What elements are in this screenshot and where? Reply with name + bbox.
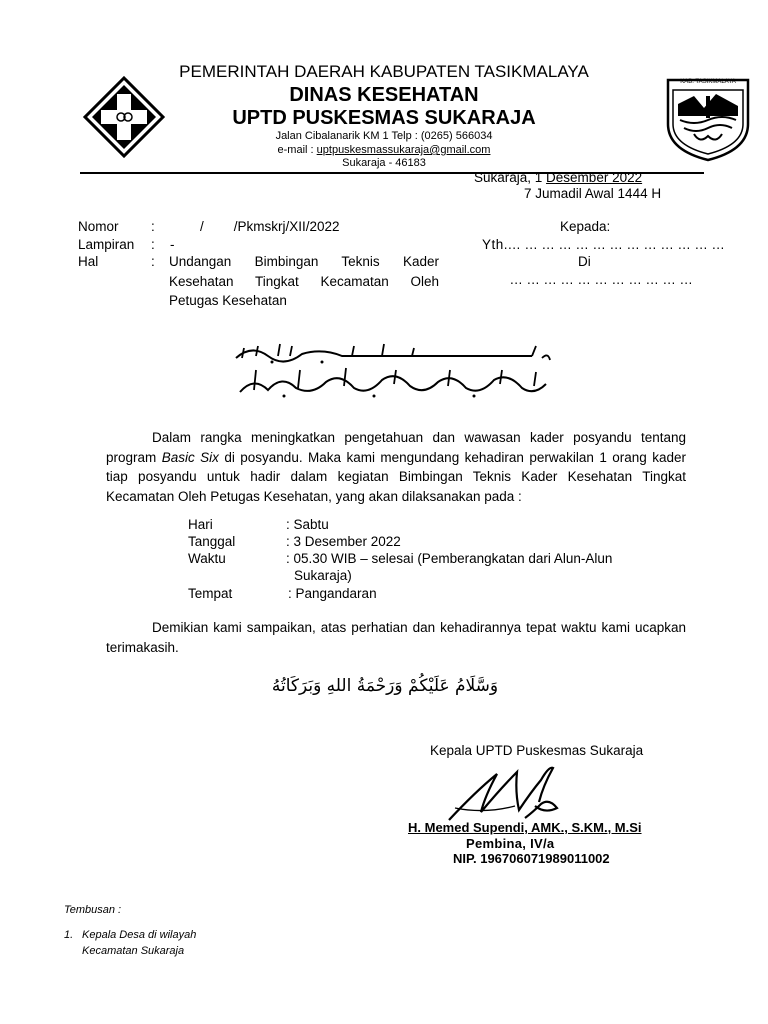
recipient-kepada: Kepada: [560, 219, 611, 234]
lampiran-colon: : [151, 237, 155, 252]
lampiran-value: - [170, 237, 175, 252]
unit-name: UPTD PUSKESMAS SUKARAJA [232, 107, 536, 129]
hal-colon: : [151, 254, 155, 269]
para1-part-b: di posyandu. Maka kami mengundang kehadiran perwakilan 1 orang kader tiap posyandu untuk hadir dalam kegiatan Bimbingan Teknis Kader Kesehatan Tingkat Kecamatan Oleh Petugas Kesehatan, yang akan dilaksanakan pada : [106, 449, 686, 504]
tanggal-label: Tanggal [188, 534, 236, 549]
place-date [474, 170, 642, 185]
waktu-label: Waktu [188, 551, 226, 566]
cc-label: Tembusan : [64, 904, 122, 916]
hal-label: Hal [78, 254, 99, 269]
waktu-value-line-1: : 05.30 WIB – selesai (Pemberangkatan dari Alun-Alun [286, 551, 613, 566]
waktu-value-line-2: Sukaraja) [294, 568, 352, 583]
email-label: e-mail : [277, 144, 317, 156]
salam-calligraphy [234, 366, 552, 400]
email-line [110, 144, 658, 156]
bismillah-calligraphy [232, 340, 552, 366]
tempat-value: : Pangandaran [288, 586, 377, 601]
hari-label: Hari [188, 517, 213, 532]
cc-item-line-2: Kecamatan Sukaraja [82, 945, 185, 957]
tempat-label: Tempat [188, 586, 233, 601]
hal-value [169, 252, 439, 311]
recipient-di: Di [578, 254, 591, 269]
handwritten-signature [445, 762, 585, 824]
signatory-nip: NIP. 196706071989011002 [453, 851, 610, 866]
cc-item-line-1: Kepala Desa di wilayah [82, 929, 197, 941]
tanggal-value: : 3 Desember 2022 [286, 534, 401, 549]
hijri-date: 7 Jumadil Awal 1444 H [524, 186, 662, 201]
closing-salam: وَسَّلَامُ عَلَيْكُمْ وَرَحْمَةُ اللهِ وَبَرَكَاتُهُ [271, 676, 499, 696]
government-name: PEMERINTAH DAERAH KABUPATEN TASIKMALAYA [179, 62, 589, 81]
nomor-colon: : [151, 219, 155, 234]
signatory-title: Kepala UPTD Puskesmas Sukaraja [430, 743, 644, 758]
agency-name: DINAS KESEHATAN [289, 84, 479, 106]
kabupaten-tasikmalaya-emblem [664, 74, 752, 162]
signatory-rank: Pembina, IV/a [466, 836, 555, 851]
city-postcode: Sukaraja - 46183 [342, 157, 426, 169]
recipient-place: ... ... ... ... ... ... ... ... ... ... ... [510, 272, 693, 287]
nomor-label: Nomor [78, 219, 119, 234]
email-link[interactable]: uptpuskesmassukaraja@gmail.com [316, 144, 491, 156]
signatory-name: H. Memed Supendi, AMK., S.KM., M.Si [408, 820, 642, 835]
hari-value: : Sabtu [286, 517, 329, 532]
nomor-value: / /Pkmskrj/XII/2022 [200, 219, 340, 234]
body-paragraph-2: Demikian kami sampaikan, atas perhatian dan kehadirannya tepat waktu kami ucapkan terimakasih. [106, 620, 686, 655]
address: Jalan Cibalanarik KM 1 Telp : (0265) 566034 [275, 130, 493, 142]
lampiran-label: Lampiran [78, 237, 135, 252]
hal-line-3: Petugas Kesehatan [169, 293, 287, 308]
hal-line-1: Undangan Bimbingan Teknis Kader [169, 254, 439, 269]
para1-emphasis: Basic Six [161, 449, 219, 465]
body-paragraph-1 [106, 428, 686, 506]
place-date-prefix: Sukaraja, 1 [474, 170, 547, 185]
recipient-yth: Yth.... ... ... ... ... ... ... ... ... ... ... ... ... [482, 237, 725, 252]
hal-line-2: Kesehatan Tingkat Kecamatan Oleh [169, 273, 439, 289]
cc-item-number: 1. [64, 929, 74, 941]
emblem-text: KAB. TASIKMALAYA [680, 79, 736, 85]
para1-part-a: Dalam rangka meningkatkan pengetahuan dan wawasan kader posyandu tentang program [106, 430, 686, 465]
place-date-month: Desember 2022 [546, 170, 643, 185]
